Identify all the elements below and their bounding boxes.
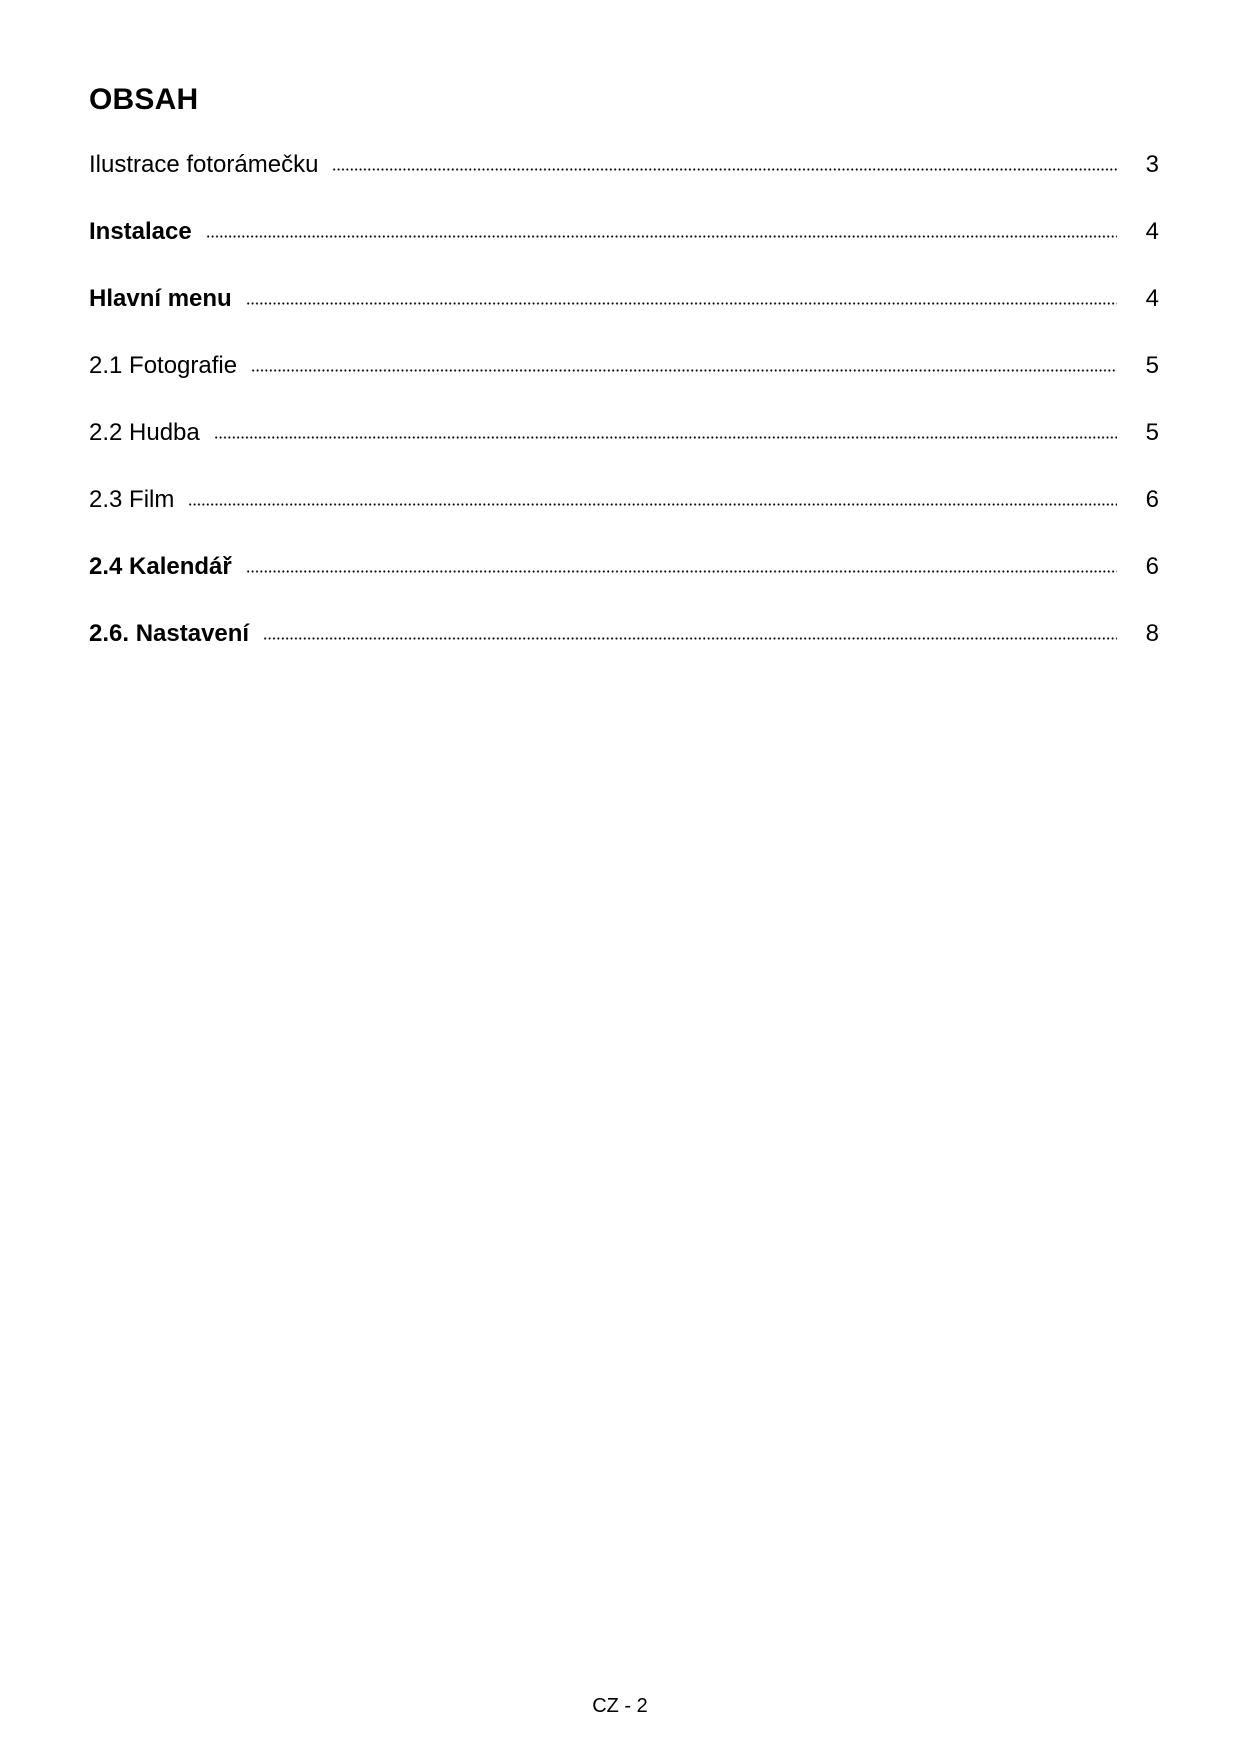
toc-entry-page-number: 3 [1145, 151, 1159, 178]
toc-entry-label: Hlavní menu [89, 285, 232, 312]
toc-entry-film[interactable] [89, 485, 1159, 552]
toc-entry-kalendar[interactable] [89, 552, 1159, 619]
toc-entry-nastaveni[interactable] [89, 619, 1159, 686]
toc-entry-page-number: 8 [1145, 620, 1159, 647]
page-footer-number: CZ - 2 [592, 1695, 648, 1717]
toc-entry-page-number: 6 [1145, 553, 1159, 580]
toc-entry-page-number: 5 [1145, 419, 1159, 446]
dot-leader [188, 503, 1117, 506]
dot-leader [214, 436, 1117, 439]
toc-entry-label: Instalace [89, 218, 192, 245]
toc-entry-label: 2.1 Fotografie [89, 352, 238, 379]
toc-entry-page-number: 4 [1145, 218, 1159, 245]
dot-leader [246, 570, 1117, 573]
dot-leader [332, 168, 1117, 171]
dot-leader [206, 235, 1117, 238]
table-of-contents [89, 150, 1159, 686]
toc-entry-label: 2.2 Hudba [89, 419, 200, 446]
toc-entry-fotografie[interactable] [89, 351, 1159, 418]
toc-entry-label: 2.3 Film [89, 486, 175, 513]
dot-leader [263, 637, 1117, 640]
toc-entry-page-number: 5 [1145, 352, 1159, 379]
toc-entry-ilustrace[interactable] [89, 150, 1159, 217]
toc-entry-hudba[interactable] [89, 418, 1159, 485]
toc-entry-page-number: 6 [1145, 486, 1159, 513]
toc-entry-label: 2.6. Nastavení [89, 620, 250, 647]
toc-entry-label: Ilustrace fotorámečku [89, 151, 319, 178]
page-title: OBSAH [89, 83, 199, 116]
toc-entry-hlavni-menu[interactable] [89, 284, 1159, 351]
toc-entry-page-number: 4 [1145, 285, 1159, 312]
dot-leader [246, 302, 1117, 305]
toc-entry-instalace[interactable] [89, 217, 1159, 284]
toc-entry-label: 2.4 Kalendář [89, 553, 232, 580]
dot-leader [251, 369, 1117, 372]
